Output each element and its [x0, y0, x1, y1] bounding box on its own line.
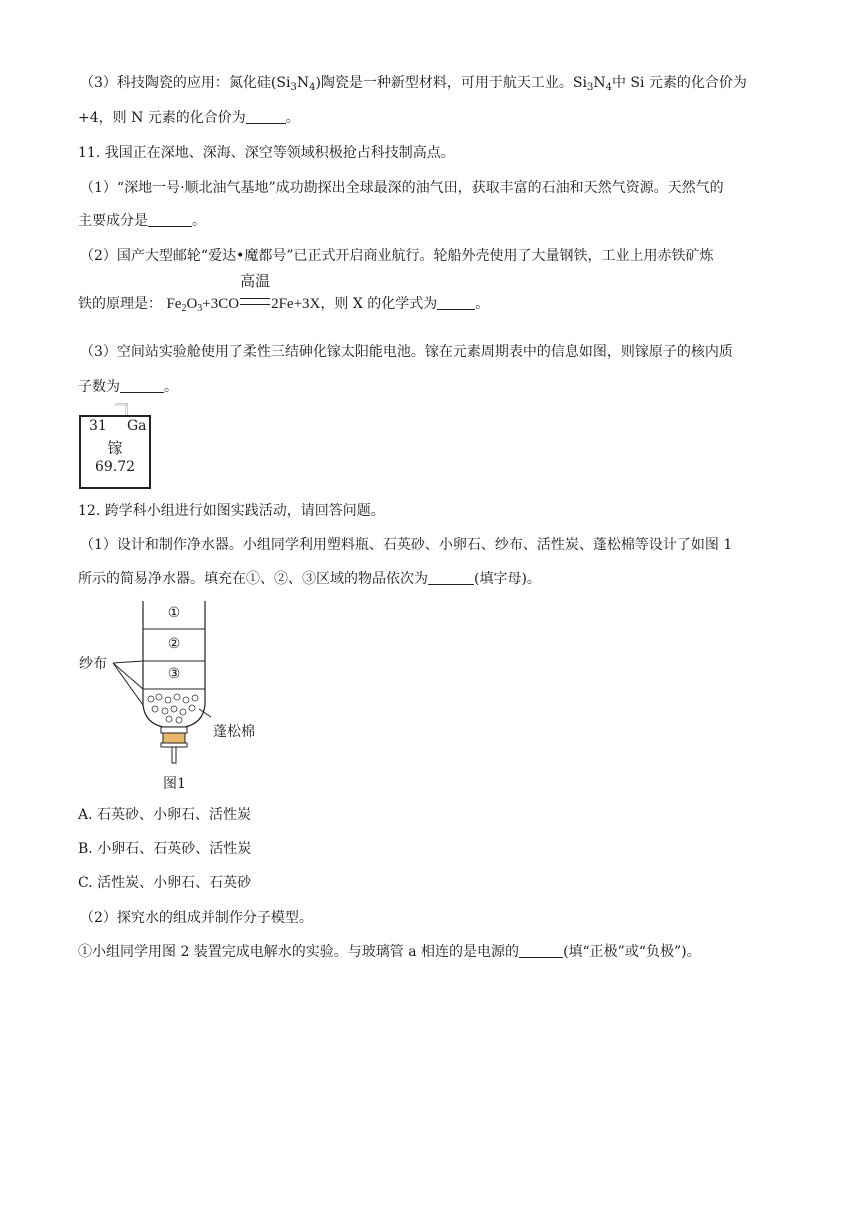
element-symbol: Ga — [127, 418, 147, 434]
q11-p3-line2: 子数为 。 — [78, 379, 178, 395]
element-name: 镓 — [107, 439, 123, 457]
region-1-label: ① — [167, 605, 181, 621]
region-2-label: ② — [167, 636, 181, 652]
q11-p2-line1: （2）国产大型邮轮“爱达•魔都号”已正式开启商业航行。轮船外壳使用了大量钢铁，工业上用赤铁矿炼 — [80, 248, 714, 264]
atomic-mass: 69.72 — [94, 459, 136, 475]
answer-blank[interactable] — [428, 570, 474, 585]
answer-blank[interactable] — [246, 109, 286, 124]
option-c[interactable]: C. 活性炭、小卵石、石英砂 — [78, 875, 252, 891]
q12-title: 12. 跨学科小组进行如图实践活动，请回答问题。 — [78, 503, 385, 519]
q12-p1-line1: （1）设计和制作净水器。小组同学利用塑料瓶、石英砂、小卵石、纱布、活性炭、蓬松棉等设计了如图 1 — [80, 537, 733, 553]
cotton-label: 蓬松棉 — [213, 724, 255, 740]
option-a[interactable]: A. 石英砂、小卵石、活性炭 — [78, 807, 252, 823]
q12-p2-q1: ①小组同学用图 2 装置完成电解水的实验。与玻璃管 a 相连的是电源的 (填“正极”或“负极”)。 — [78, 944, 701, 960]
figure-1-caption: 图1 — [163, 776, 186, 792]
q11-p1-line1: （1）“深地一号·顺北油气基地”成功勘探出全球最深的油气田，获取丰富的石油和天然气资源。天然气的 — [80, 180, 724, 196]
element-card-face — [79, 415, 151, 489]
answer-blank[interactable] — [437, 295, 475, 310]
element-card-gallium — [79, 403, 163, 489]
answer-blank[interactable] — [148, 212, 192, 227]
q12-p2-title: （2）探究水的组成并制作分子模型。 — [80, 910, 313, 926]
q11-p3-line1: （3）空间站实验舱使用了柔性三结砷化镓太阳能电池。镓在元素周期表中的信息如图，则镓原子的核内质 — [80, 344, 733, 360]
purifier-drawing — [75, 597, 275, 797]
option-b[interactable]: B. 小卵石、石英砂、活性炭 — [78, 841, 252, 857]
answer-blank[interactable] — [120, 378, 164, 393]
q11-p1-line2: 主要成分是 。 — [78, 213, 206, 229]
region-3-label: ③ — [167, 666, 181, 682]
q12-p1-line2: 所示的简易净水器。填充在①、②、③区域的物品依次为 (填字母)。 — [78, 571, 541, 587]
q10-3-line2: +4，则 N 元素的化合价为 。 — [78, 110, 300, 126]
figure-1-water-purifier — [75, 597, 275, 797]
reaction-arrow: 高温 — [239, 294, 271, 314]
atomic-number: 31 — [89, 418, 107, 434]
q11-title: 11. 我国正在深地、深海、深空等领域积极抢占科技制高点。 — [78, 145, 455, 161]
q11-p2-line2: 铁的原理是： $Fe_2O_3+3CO$ 高温 2Fe+3X，则 X 的化学式为 。 — [78, 274, 490, 314]
gauze-label: 纱布 — [79, 656, 107, 672]
q10-3-line1: （3）科技陶瓷的应用：氮化硅$(Si_3N_4)$陶瓷是一种新型材料，可用于航天工业。$Si_3N_4$中 Si 元素的化合价为 — [80, 75, 747, 93]
chemical-equation: $Fe_2O_3+3CO$ 高温 2Fe+3X — [166, 274, 321, 314]
answer-blank[interactable] — [519, 943, 563, 958]
